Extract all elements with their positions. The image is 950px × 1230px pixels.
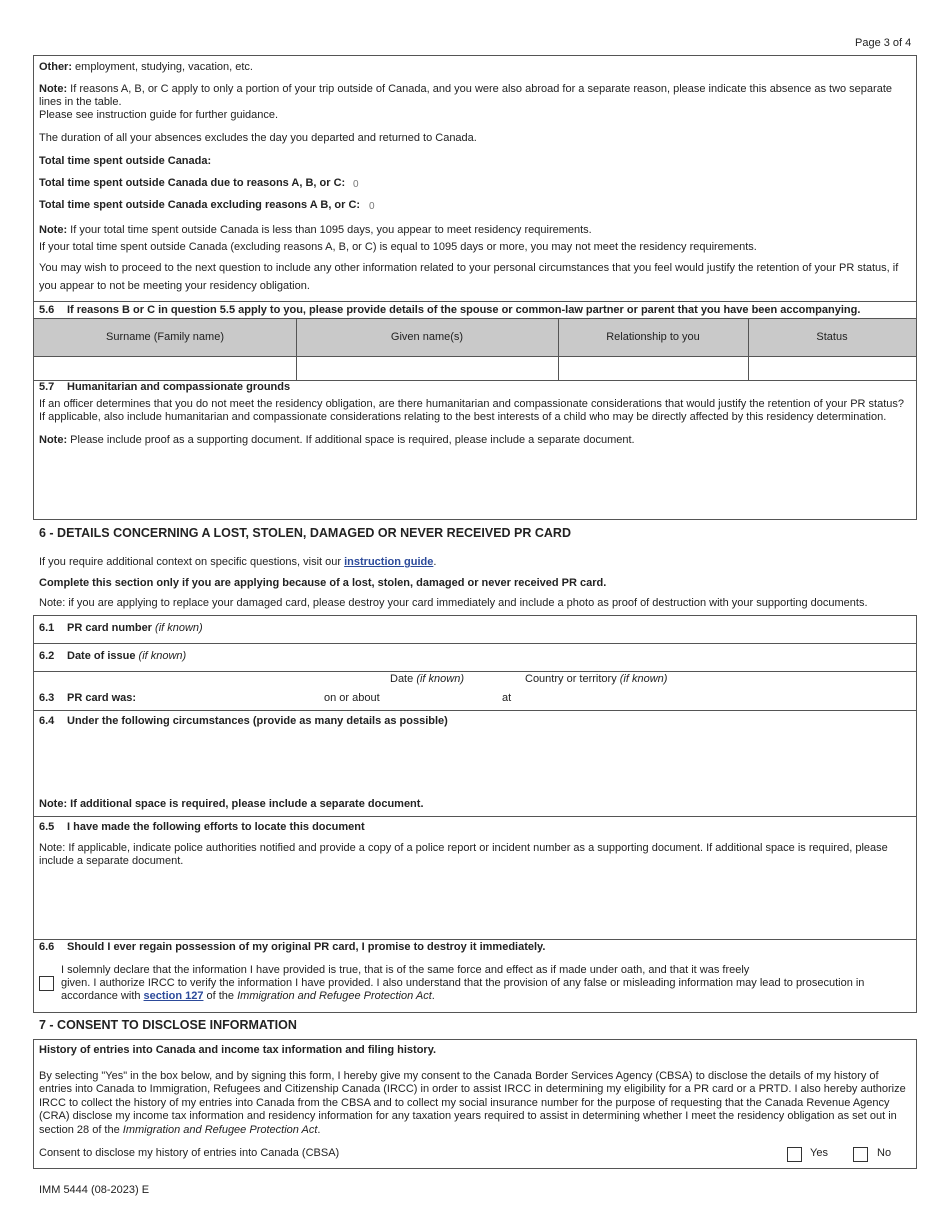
section-127-link[interactable]: section 127 bbox=[143, 990, 204, 1002]
consent-yes-checkbox[interactable] bbox=[787, 1147, 802, 1162]
q56-number: 5.6 bbox=[39, 304, 55, 316]
q61-number: 6.1 bbox=[39, 622, 55, 634]
proceed-note: You may wish to proceed to the next question to include any other information related to your personal circumstances that you feel would justify the retention of your PR status, if you appear to not be meeting your residency obligation. bbox=[39, 262, 899, 292]
q61-label: PR card number (if known) bbox=[67, 622, 203, 634]
section7-subheading: History of entries into Canada and income tax information and filing history. bbox=[39, 1044, 437, 1056]
q66-label: Should I ever regain possession of my original PR card, I promise to destroy it immediately. bbox=[67, 941, 546, 953]
consent-yes-label: Yes bbox=[810, 1147, 828, 1159]
instruction-guide-link[interactable]: instruction guide bbox=[344, 556, 434, 568]
q63-label: PR card was: bbox=[67, 692, 137, 704]
complete-section-text: Complete this section only if you are applying because of a lost, stolen, damaged or never received PR card. bbox=[39, 577, 607, 589]
col-given-names: Given name(s) bbox=[390, 331, 464, 343]
form-code-footer: IMM 5444 (08-2023) E bbox=[39, 1184, 150, 1196]
declaration-checkbox[interactable] bbox=[39, 976, 54, 991]
total-abc-value: 0 bbox=[353, 179, 359, 190]
q57-text-area[interactable] bbox=[35, 452, 915, 518]
consent-body: By selecting "Yes" in the box below, and by signing this form, I hereby give my consent to the Canada Border Services Agency (CBSA) to disclose the details of my history of entries into Canada to Immigration, Refugees and Citizenship Canada (IRCC) in order to assist IRCC in determining my eligibility for a PR card or a PRTD. I also hereby authorize IRCC to collect the history of my entries into Canada from the CBSA and to collect my social insurance number for the purpose of requesting that the Canada Revenue Agency (CRA) disclose my income tax information and residency information for any taxation years required to assist in determining whether I meet the residency obligation as set out in section 28 of the Immigration and Refugee Protection Act. bbox=[39, 1070, 906, 1136]
consent-no-checkbox[interactable] bbox=[853, 1147, 868, 1162]
consent-label: Consent to disclose my history of entries into Canada (CBSA) bbox=[39, 1147, 340, 1159]
on-or-about-text: on or about bbox=[324, 692, 380, 704]
declaration-line-3: accordance with section 127 of the Immigration and Refugee Protection Act. bbox=[61, 990, 435, 1002]
q65-note: Note: If applicable, indicate police authorities notified and provide a copy of a police report or incident number as a supporting document. If additional space is required, please include a separate document. bbox=[39, 842, 888, 868]
q63-country-label: Country or territory (if known) bbox=[525, 673, 668, 685]
duration-text: The duration of all your absences excludes the day you departed and returned to Canada. bbox=[39, 132, 477, 144]
q63-date-label: Date (if known) bbox=[390, 673, 464, 685]
given-names-input[interactable] bbox=[297, 357, 557, 380]
q65-number: 6.5 bbox=[39, 821, 55, 833]
less-than-note: Note: If your total time spent outside Canada is less than 1095 days, you appear to meet residency requirements. bbox=[39, 224, 592, 236]
see-guide-text: Please see instruction guide for further guidance. bbox=[39, 109, 279, 121]
q62-label: Date of issue (if known) bbox=[67, 650, 187, 662]
status-input[interactable] bbox=[749, 357, 915, 380]
damaged-card-note: Note: if you are applying to replace your damaged card, please destroy your card immediately and include a photo as proof of destruction with your supporting documents. bbox=[39, 597, 868, 609]
date-of-issue-input[interactable] bbox=[260, 645, 914, 669]
at-text: at bbox=[502, 692, 512, 704]
lost-date-input[interactable] bbox=[385, 688, 495, 708]
q57-note: Note: Please include proof as a supporting document. If additional space is required, please include a separate document. bbox=[39, 434, 635, 446]
section6-heading: 6 - DETAILS CONCERNING A LOST, STOLEN, DAMAGED OR NEVER RECEIVED PR CARD bbox=[39, 526, 571, 540]
instruction-context: If you require additional context on specific questions, visit our instruction guide. bbox=[39, 556, 437, 568]
declaration-line-2: given. I authorize IRCC to verify the information I have provided. I also understand that the provision of any false or misleading information may lead to prosecution in bbox=[61, 977, 865, 989]
q64-number: 6.4 bbox=[39, 715, 55, 727]
total-excl-label: Total time spent outside Canada excluding reasons A B, or C: bbox=[39, 199, 361, 211]
total-abc-label: Total time spent outside Canada due to reasons A, B, or C: bbox=[39, 177, 346, 189]
q62-number: 6.2 bbox=[39, 650, 55, 662]
portion-note: Note: If reasons A, B, or C apply to only a portion of your trip outside of Canada, and you were also abroad for a separate reason, please indicate this absence as two separate lines in the table. bbox=[39, 83, 892, 109]
total-time-label: Total time spent outside Canada: bbox=[39, 155, 212, 167]
circumstances-text-area[interactable] bbox=[35, 732, 915, 794]
country-input[interactable] bbox=[520, 688, 914, 708]
q66-number: 6.6 bbox=[39, 941, 55, 953]
q64-note: Note: If additional space is required, please include a separate document. bbox=[39, 798, 424, 810]
consent-no-label: No bbox=[877, 1147, 892, 1159]
q57-number: 5.7 bbox=[39, 381, 55, 393]
section7-heading: 7 - CONSENT TO DISCLOSE INFORMATION bbox=[39, 1018, 297, 1032]
col-status: Status bbox=[816, 331, 848, 343]
q57-title: Humanitarian and compassionate grounds bbox=[67, 381, 291, 393]
q57-text: If an officer determines that you do not meet the residency obligation, are there humanitarian and compassionate considerations that would justify the retention of your PR status? If applicable, also include humanitarian and compassionate considerations relating to the best interests of a child who may be directly affected by this residency determination. bbox=[39, 398, 905, 424]
q65-label: I have made the following efforts to locate this document bbox=[67, 821, 365, 833]
col-relationship: Relationship to you bbox=[606, 331, 700, 343]
efforts-text-area[interactable] bbox=[35, 870, 915, 936]
q63-number: 6.3 bbox=[39, 692, 55, 704]
card-status-select[interactable] bbox=[140, 688, 315, 708]
q64-label: Under the following circumstances (provide as many details as possible) bbox=[67, 715, 448, 727]
col-surname: Surname (Family name) bbox=[106, 331, 224, 343]
page-number: Page 3 of 4 bbox=[855, 37, 912, 49]
more-than-note: If your total time spent outside Canada (excluding reasons A, B, or C) is equal to 1095 days or more, you may not meet the residency requirements. bbox=[39, 241, 757, 253]
surname-input[interactable] bbox=[35, 357, 295, 380]
pr-card-number-input[interactable] bbox=[260, 617, 914, 641]
relationship-input[interactable] bbox=[559, 357, 747, 380]
declaration-line-1: I solemnly declare that the information I have provided is true, that is of the same force and effect as if made under oath, and that it was freely bbox=[61, 964, 750, 976]
other-reason-line: Other: employment, studying, vacation, etc. bbox=[39, 61, 253, 73]
q56-question: If reasons B or C in question 5.5 apply to you, please provide details of the spouse or common-law partner or parent that you have been accompanying. bbox=[67, 304, 861, 316]
total-excl-value: 0 bbox=[369, 201, 375, 212]
